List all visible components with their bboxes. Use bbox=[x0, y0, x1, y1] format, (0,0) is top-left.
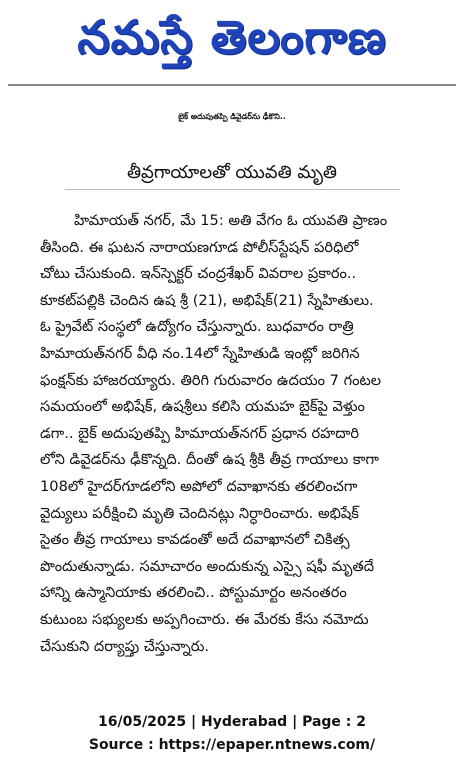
article-line: చేసుకుని దర్యాప్తు చేస్తున్నారు. bbox=[40, 637, 210, 655]
article-line: చోటు చేసుకుంది. ఇన్‌స్పెక్టర్ చంద్రశేఖర్ వివరాల ప్రకారం.. bbox=[40, 265, 357, 283]
article-line: తీసింది. ఈ ఘటన నారాయణగూడ పోలీస్‌స్టేషన్ పరిధిలో bbox=[40, 238, 359, 256]
article-line: హాన్ని ఉస్మానియాకు తరలించి.. పోస్టుమార్టం అనంతరం bbox=[40, 584, 347, 602]
article-line: 108లో హైదర్‌గూడలోని అపోలో దవాఖానకు తరలించగా bbox=[40, 477, 358, 495]
article-line: లోని డివైడర్‌ను ఢీకొన్నది. దీంతో ఉష శ్రీకి తీవ్ర గాయాలు కాగా bbox=[40, 451, 379, 469]
article-line: కుటుంబ సభ్యులకు అప్పగించారు. ఈ మేరకు కేసు నమోదు bbox=[40, 610, 369, 628]
masthead-divider bbox=[8, 84, 456, 86]
article-line: ఓ ప్రైవేట్ సంస్థలో ఉద్యోగం చేస్తున్నారు. బుధవారం రాత్రి bbox=[40, 318, 354, 336]
footer-source-line: Source : https://epaper.ntnews.com/ bbox=[88, 737, 376, 753]
article-line: హిమాయత్‌నగర్ వీధి నం.14లో స్నేహితుడి ఇంట్లో జరిగిన bbox=[40, 344, 360, 362]
article-line: హిమాయత్ నగర్, మే 15: అతి వేగం ఓ యువతి ప్రాణం bbox=[74, 212, 388, 229]
article-body bbox=[40, 208, 460, 660]
article-line: సైతం తీవ్ర గాయాలు కావడంతో అదే దవాఖానలో చికిత్స bbox=[40, 531, 350, 549]
article-headline: బైక్ అదుపుతప్పి డివైడర్‌ను ఢీకొని.. bbox=[178, 112, 286, 121]
article-line: కూకట్‌పల్లికి చెందిన ఉష శ్రీ (21), అభిషేక్(21) స్నేహితులు. bbox=[40, 291, 374, 309]
article-line: డగా.. బైక్ అదుపుతప్పి హిమాయత్‌నగర్ ప్రధాన రహదారి bbox=[40, 424, 360, 442]
article-line: వైద్యులు పరీక్షించి మృతి చెందినట్లు నిర్ధారించారు. అభిషేక్ bbox=[40, 504, 359, 522]
newspaper-logo-title: నమస్తే తెలంగాణ bbox=[77, 10, 387, 64]
article-line: పొందుతున్నాడు. సమాచారం అందుకున్న ఎస్సై షఫీ మృతదే bbox=[40, 557, 374, 575]
article-line: ఫంక్షన్‌కు హాజరయ్యారు. తిరిగి గురువారం ఉదయం 7 గంటల bbox=[40, 371, 382, 389]
article-subhead: తీవ్రగాయాలతో యువతి మృతి bbox=[126, 162, 338, 183]
subhead-underline bbox=[65, 189, 400, 190]
footer-date-line: 16/05/2025 | Hyderabad | Page : 2 bbox=[97, 714, 367, 730]
masthead bbox=[0, 4, 464, 82]
article-line: సమయంలో అభిషేక్, ఉషశ్రీలు కలిసి యమహ బైక్‌పై వెళ్తుం bbox=[40, 398, 365, 416]
